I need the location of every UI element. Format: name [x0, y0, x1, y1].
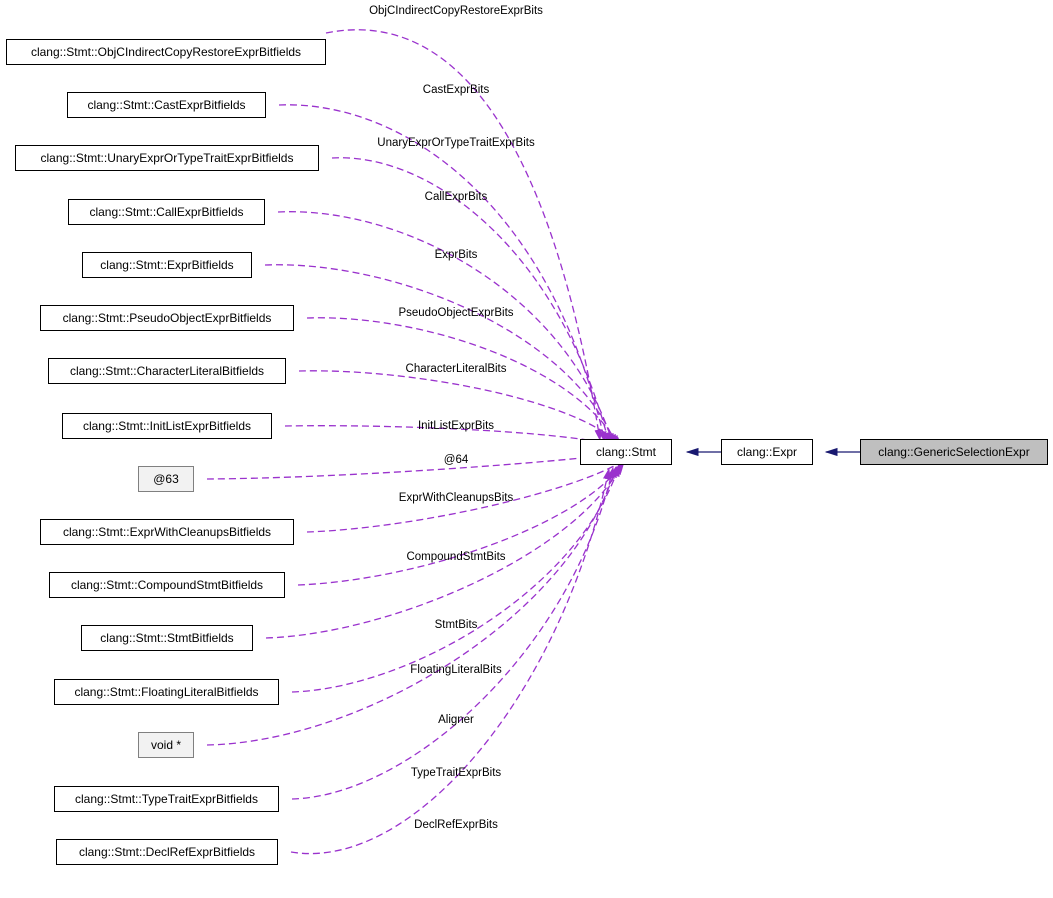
edge-call-to-stmt: [278, 212, 613, 444]
node-objcindirect[interactable]: clang::Stmt::ObjCIndirectCopyRestoreExprBitfields: [6, 39, 326, 65]
node-expr[interactable]: clang::Stmt::ExprBitfields: [82, 252, 252, 278]
edge-typetrait-to-stmt: [292, 468, 613, 799]
node-compound[interactable]: clang::Stmt::CompoundStmtBitfields: [49, 572, 285, 598]
edge-label: CharacterLiteralBits: [405, 363, 507, 375]
edge-label: FloatingLiteralBits: [410, 664, 502, 676]
edge-label: CastExprBits: [422, 84, 490, 96]
edge-label: Aligner: [438, 714, 474, 726]
edge-label: PseudoObjectExprBits: [398, 307, 514, 319]
node-pseudo[interactable]: clang::Stmt::PseudoObjectExprBitfields: [40, 305, 294, 331]
node-typetrait[interactable]: clang::Stmt::TypeTraitExprBitfields: [54, 786, 279, 812]
node-floatlit[interactable]: clang::Stmt::FloatingLiteralBitfields: [54, 679, 279, 705]
node-cleanups[interactable]: clang::Stmt::ExprWithCleanupsBitfields: [40, 519, 294, 545]
node-stmt[interactable]: clang::Stmt: [580, 439, 672, 465]
edge-expr-to-stmt: [265, 265, 616, 445]
edge-compound-to-stmt: [298, 462, 624, 585]
edge-label: @64: [443, 454, 469, 466]
edge-label: CallExprBits: [424, 191, 488, 203]
node-cast[interactable]: clang::Stmt::CastExprBitfields: [67, 92, 266, 118]
node-generic[interactable]: clang::GenericSelectionExpr: [860, 439, 1048, 465]
node-charlit[interactable]: clang::Stmt::CharacterLiteralBitfields: [48, 358, 286, 384]
edge-label: ObjCIndirectCopyRestoreExprBits: [369, 5, 543, 17]
edge-declref-to-stmt: [291, 469, 609, 854]
edge-charlit-to-stmt: [299, 371, 622, 447]
node-call[interactable]: clang::Stmt::CallExprBitfields: [68, 199, 265, 225]
node-unary[interactable]: clang::Stmt::UnaryExprOrTypeTraitExprBitfields: [15, 145, 319, 171]
node-stmtbf[interactable]: clang::Stmt::StmtBitfields: [81, 625, 253, 651]
edge-label: ExprWithCleanupsBits: [398, 492, 514, 504]
node-voidptr[interactable]: void *: [138, 732, 194, 758]
edge-label: DeclRefExprBits: [414, 819, 498, 831]
edge-label: TypeTraitExprBits: [410, 767, 502, 779]
edge-label: CompoundStmtBits: [406, 551, 506, 563]
edge-label: UnaryExprOrTypeTraitExprBits: [377, 137, 535, 149]
node-declref[interactable]: clang::Stmt::DeclRefExprBitfields: [56, 839, 278, 865]
edge-anon63-to-stmt: [207, 453, 626, 479]
edge-label: StmtBits: [434, 619, 478, 631]
edge-label: InitListExprBits: [417, 420, 495, 432]
edge-label: ExprBits: [434, 249, 478, 261]
node-initlist[interactable]: clang::Stmt::InitListExprBitfields: [62, 413, 272, 439]
edge-cast-to-stmt: [279, 105, 605, 442]
node-exprnode[interactable]: clang::Expr: [721, 439, 813, 465]
node-anon63[interactable]: @63: [138, 466, 194, 492]
